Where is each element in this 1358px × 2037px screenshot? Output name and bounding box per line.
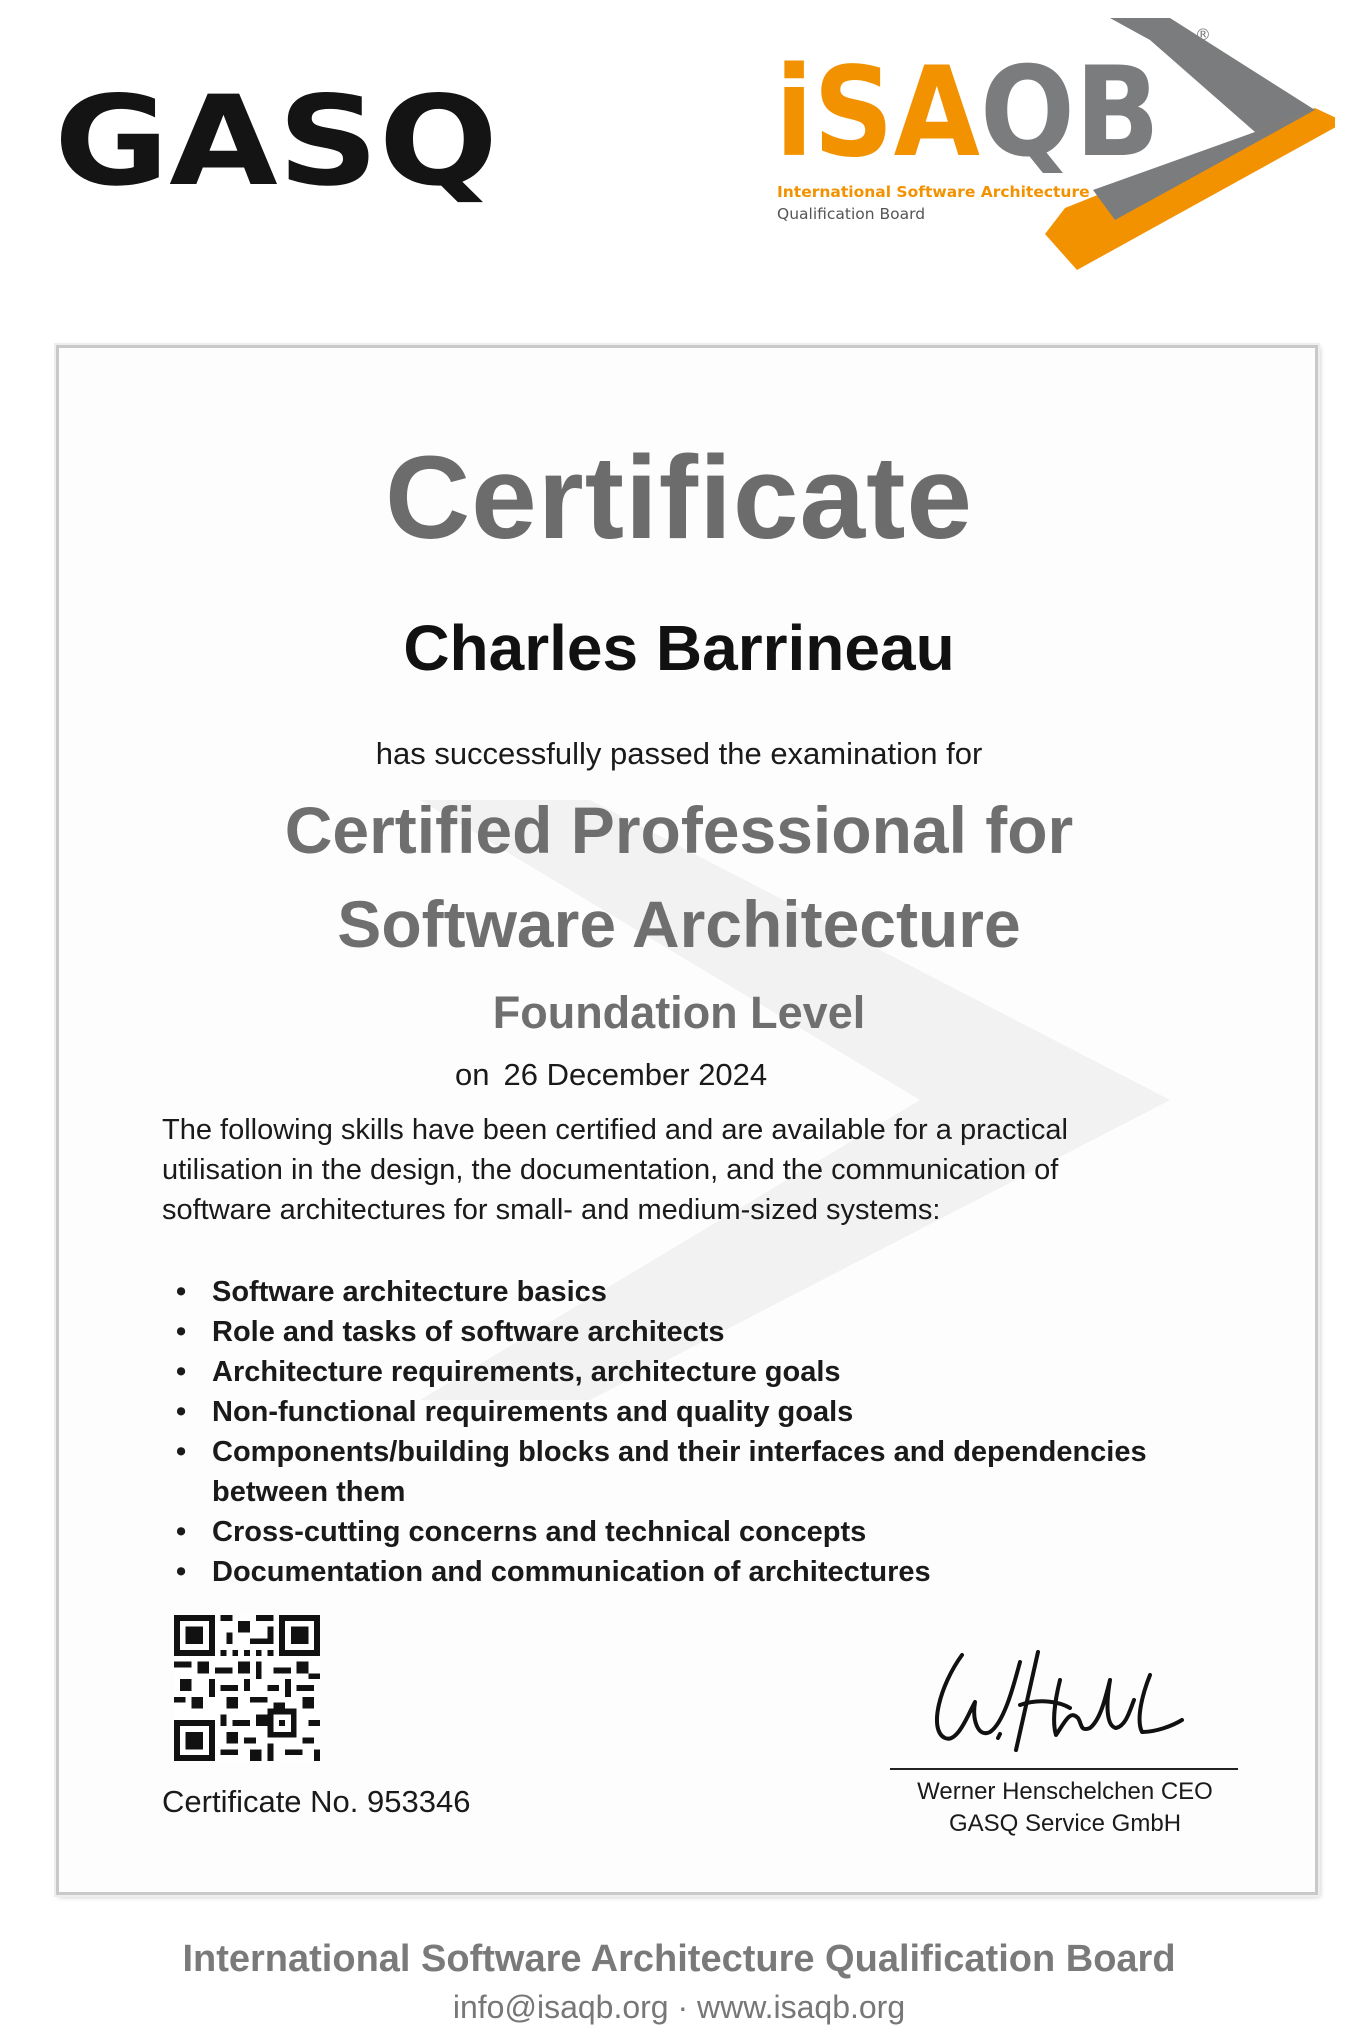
- skills-intro-line: utilisation in the design, the documentation, and the communication of: [162, 1154, 1059, 1186]
- skill-text: Cross-cutting concerns and technical concepts: [212, 1516, 867, 1548]
- skill-item: [162, 1552, 1162, 1592]
- skill-text: Documentation and communication of architectures: [212, 1556, 931, 1588]
- bullet: •: [176, 1556, 187, 1588]
- bullet: •: [176, 1356, 187, 1388]
- date-prefix: on: [455, 1057, 490, 1092]
- bullet: •: [176, 1396, 187, 1428]
- bullet: •: [176, 1516, 187, 1548]
- qr-code-graphic: [174, 1615, 320, 1761]
- skills-intro-line: The following skills have been certified and are available for a practical: [162, 1114, 1068, 1146]
- skill-text: Software architecture basics: [212, 1276, 607, 1308]
- certificate-number-value: 953346: [367, 1784, 471, 1819]
- signatory-company: GASQ Service GmbH: [948, 1810, 1182, 1837]
- isaqb-logo-graphic: [775, 10, 1335, 270]
- isaqb-subtitle-line2: Qualification Board: [777, 205, 926, 223]
- certificate-title: Certificate: [384, 432, 974, 564]
- footer-organization: International Software Architecture Qualification Board: [182, 1938, 1176, 1980]
- skill-text: Components/building blocks and their interfaces and dependencies: [212, 1436, 1147, 1468]
- passed-examination-text: has successfully passed the examination for: [375, 736, 983, 771]
- certificate-number-label: Certificate No.: [162, 1784, 359, 1819]
- skills-intro-paragraph: [162, 1110, 1162, 1230]
- skill-item: [162, 1272, 1162, 1312]
- skill-text: Architecture requirements, architecture goals: [212, 1356, 841, 1388]
- isaqb-logo: [775, 10, 1335, 270]
- holder-name: Charles Barrineau: [403, 612, 955, 684]
- skill-text-continued: between them: [212, 1476, 406, 1508]
- skill-item: [162, 1352, 1162, 1392]
- gasq-logo-text: GASQ: [54, 74, 498, 204]
- skills-intro-line: software architectures for small- and medium-sized systems:: [162, 1194, 941, 1226]
- exam-date: 26 December 2024: [503, 1057, 768, 1092]
- signature-graphic: [920, 1640, 1200, 1760]
- skill-text: Role and tasks of software architects: [212, 1316, 725, 1348]
- skills-list: [162, 1272, 1162, 1592]
- isaqb-logo-text: iSAQB: [775, 41, 1180, 185]
- program-title-line2: Software Architecture: [337, 887, 1021, 961]
- skill-text: Non-functional requirements and quality goals: [212, 1396, 854, 1428]
- bullet: •: [176, 1316, 187, 1348]
- verification-qr-code[interactable]: [174, 1615, 320, 1761]
- signature-line: [890, 1768, 1238, 1770]
- gasq-logo: [52, 74, 502, 204]
- skill-item: [162, 1432, 1162, 1512]
- skill-item: [162, 1392, 1162, 1432]
- program-title-line1: Certified Professional for: [284, 793, 1074, 867]
- footer-contact[interactable]: info@isaqb.org · www.isaqb.org: [452, 1989, 906, 2025]
- certificate-number: [162, 1782, 470, 1822]
- certification-level: Foundation Level: [492, 987, 866, 1038]
- isaqb-subtitle-line1: International Software Architecture: [777, 183, 1090, 201]
- signatory-name: Werner Henschelchen CEO: [917, 1778, 1213, 1805]
- handwritten-signature: [920, 1640, 1200, 1760]
- gasq-logo-graphic: [52, 74, 502, 204]
- exam-date-row: [455, 1055, 767, 1095]
- skill-item: [162, 1512, 1162, 1552]
- isaqb-registered-mark: ®: [1195, 25, 1211, 44]
- bullet: •: [176, 1276, 187, 1308]
- bullet: •: [176, 1436, 187, 1468]
- skill-item: [162, 1312, 1162, 1352]
